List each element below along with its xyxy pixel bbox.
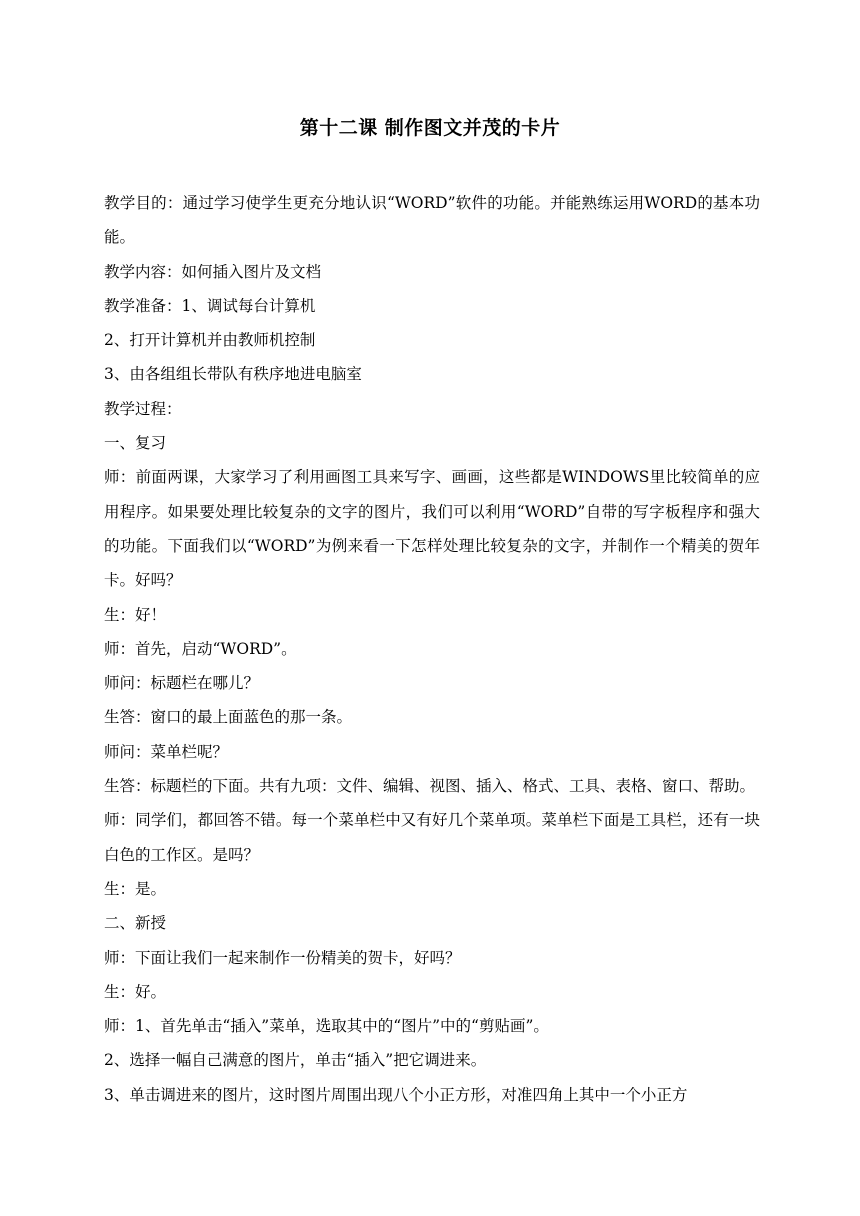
paragraph: 教学准备：1、调试每台计算机	[104, 296, 316, 315]
paragraph: 3、单击调进来的图片，这时图片周围出现八个小正方形，对准四角上其中一个小正方	[104, 1085, 688, 1104]
paragraph: 生：是。	[104, 879, 167, 898]
paragraph: 师问：标题栏在哪儿？	[104, 674, 260, 693]
document-body	[104, 186, 760, 1112]
paragraph: 师：1、首先单击“插入”菜单，选取其中的“图片”中的“剪贴画”。	[104, 1017, 549, 1036]
paragraph: 生答：窗口的最上面蓝色的那一条。	[104, 708, 353, 727]
paragraph: 生：好。	[104, 982, 167, 1001]
document-title: 第十二课 制作图文并茂的卡片	[299, 117, 561, 139]
paragraph: 师问：菜单栏呢？	[104, 742, 229, 761]
paragraph: 师：首先，启动“WORD”。	[104, 639, 297, 658]
paragraph: 2、选择一幅自己满意的图片，单击“插入”把它调进来。	[104, 1051, 487, 1070]
paragraph: 3、由各组组长带队有秩序地进电脑室	[104, 365, 362, 384]
paragraph: 教学内容：如何插入图片及文档	[104, 262, 322, 281]
paragraph: 生答：标题栏的下面。共有九项：文件、编辑、视图、插入、格式、工具、表格、窗口、帮助。	[104, 777, 756, 796]
paragraph: 教学目的：通过学习使学生更充分地认识“WORD”软件的功能。并能熟练运用WORD的基本功能。	[104, 194, 760, 247]
paragraph: 生：好！	[104, 605, 167, 624]
paragraph: 师：前面两课，大家学习了利用画图工具来写字、画画，这些都是WINDOWS里比较简单的应用程序。如果要处理比较复杂的文字的图片，我们可以利用“WORD”自带的写字板程序和强大的功能。下面我们以“WORD”为例来看一下怎样处理比较复杂的文字，并制作一个精美的贺年卡。好吗？	[104, 468, 760, 590]
paragraph: 2、打开计算机并由教师机控制	[104, 331, 316, 350]
paragraph: 二、新授	[104, 914, 167, 933]
paragraph: 教学过程：	[104, 399, 182, 418]
paragraph: 师：下面让我们一起来制作一份精美的贺卡，好吗？	[104, 948, 461, 967]
paragraph: 师：同学们，都回答不错。每一个菜单栏中又有好几个菜单项。菜单栏下面是工具栏，还有一块白色的工作区。是吗？	[104, 811, 760, 864]
paragraph: 一、复习	[104, 434, 167, 453]
